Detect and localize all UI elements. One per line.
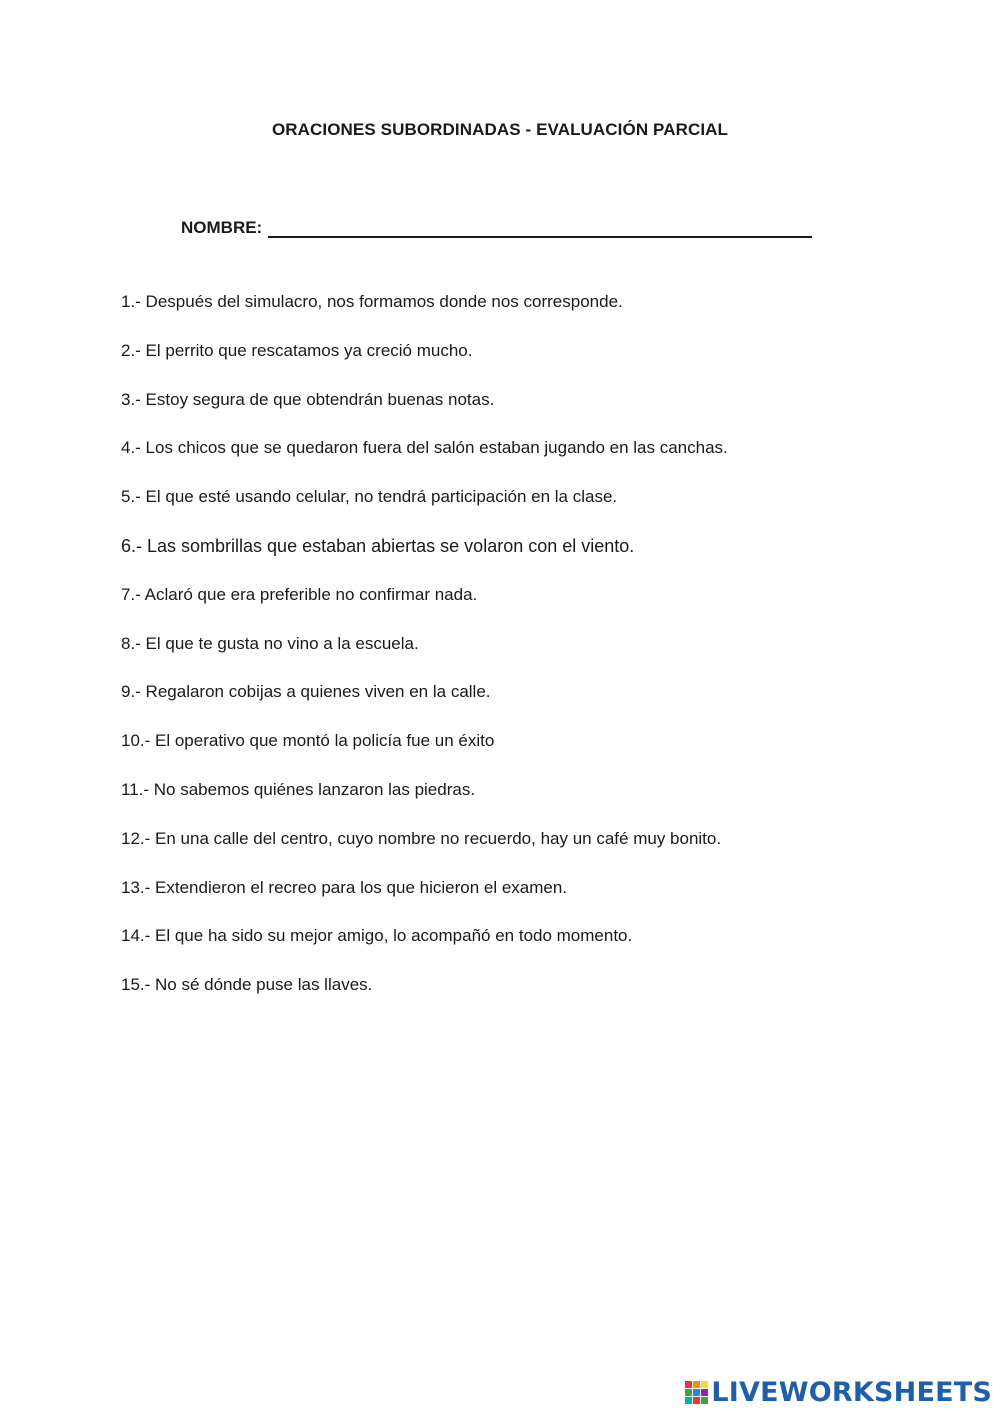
- sentence-item: 3.- Estoy segura de que obtendrán buenas notas.: [121, 389, 495, 409]
- page-title: ORACIONES SUBORDINADAS - EVALUACIÓN PARCIAL: [271, 120, 729, 139]
- logo-text: LIVEWORKSHEETS: [711, 1376, 992, 1408]
- sentence-list: [121, 290, 728, 1022]
- name-field-row: [181, 218, 812, 238]
- liveworksheets-logo[interactable]: [685, 1375, 992, 1409]
- sentence-item: 4.- Los chicos que se quedaron fuera del salón estaban jugando en las canchas.: [121, 438, 728, 458]
- sentence-item: 8.- El que te gusta no vino a la escuela.: [121, 633, 419, 653]
- sentence-item: 15.- No sé dónde puse las llaves.: [121, 975, 373, 995]
- sentence-item: 5.- El que esté usando celular, no tendrá participación en la clase.: [121, 487, 618, 507]
- sentence-item: 13.- Extendieron el recreo para los que hicieron el examen.: [121, 877, 568, 897]
- sentence-item: 1.- Después del simulacro, nos formamos donde nos corresponde.: [121, 292, 623, 311]
- sentence-item: 2.- El perrito que rescatamos ya creció mucho.: [121, 340, 473, 360]
- sentence-item: 7.- Aclaró que era preferible no confirmar nada.: [121, 584, 478, 604]
- sentence-item: 6.- Las sombrillas que estaban abiertas se volaron con el viento.: [121, 535, 635, 556]
- name-label: NOMBRE:: [181, 218, 263, 237]
- sentence-item: 12.- En una calle del centro, cuyo nombre no recuerdo, hay un café muy bonito.: [121, 828, 722, 848]
- sentence-item: 14.- El que ha sido su mejor amigo, lo acompañó en todo momento.: [121, 926, 633, 946]
- sentence-item: 11.- No sabemos quiénes lanzaron las piedras.: [121, 779, 476, 799]
- logo-squares-icon: [685, 1381, 708, 1404]
- sentence-item: 9.- Regalaron cobijas a quienes viven en la calle.: [121, 682, 491, 702]
- sentence-item: 10.- El operativo que montó la policía fue un éxito: [121, 731, 495, 751]
- name-blank-line: [268, 218, 812, 238]
